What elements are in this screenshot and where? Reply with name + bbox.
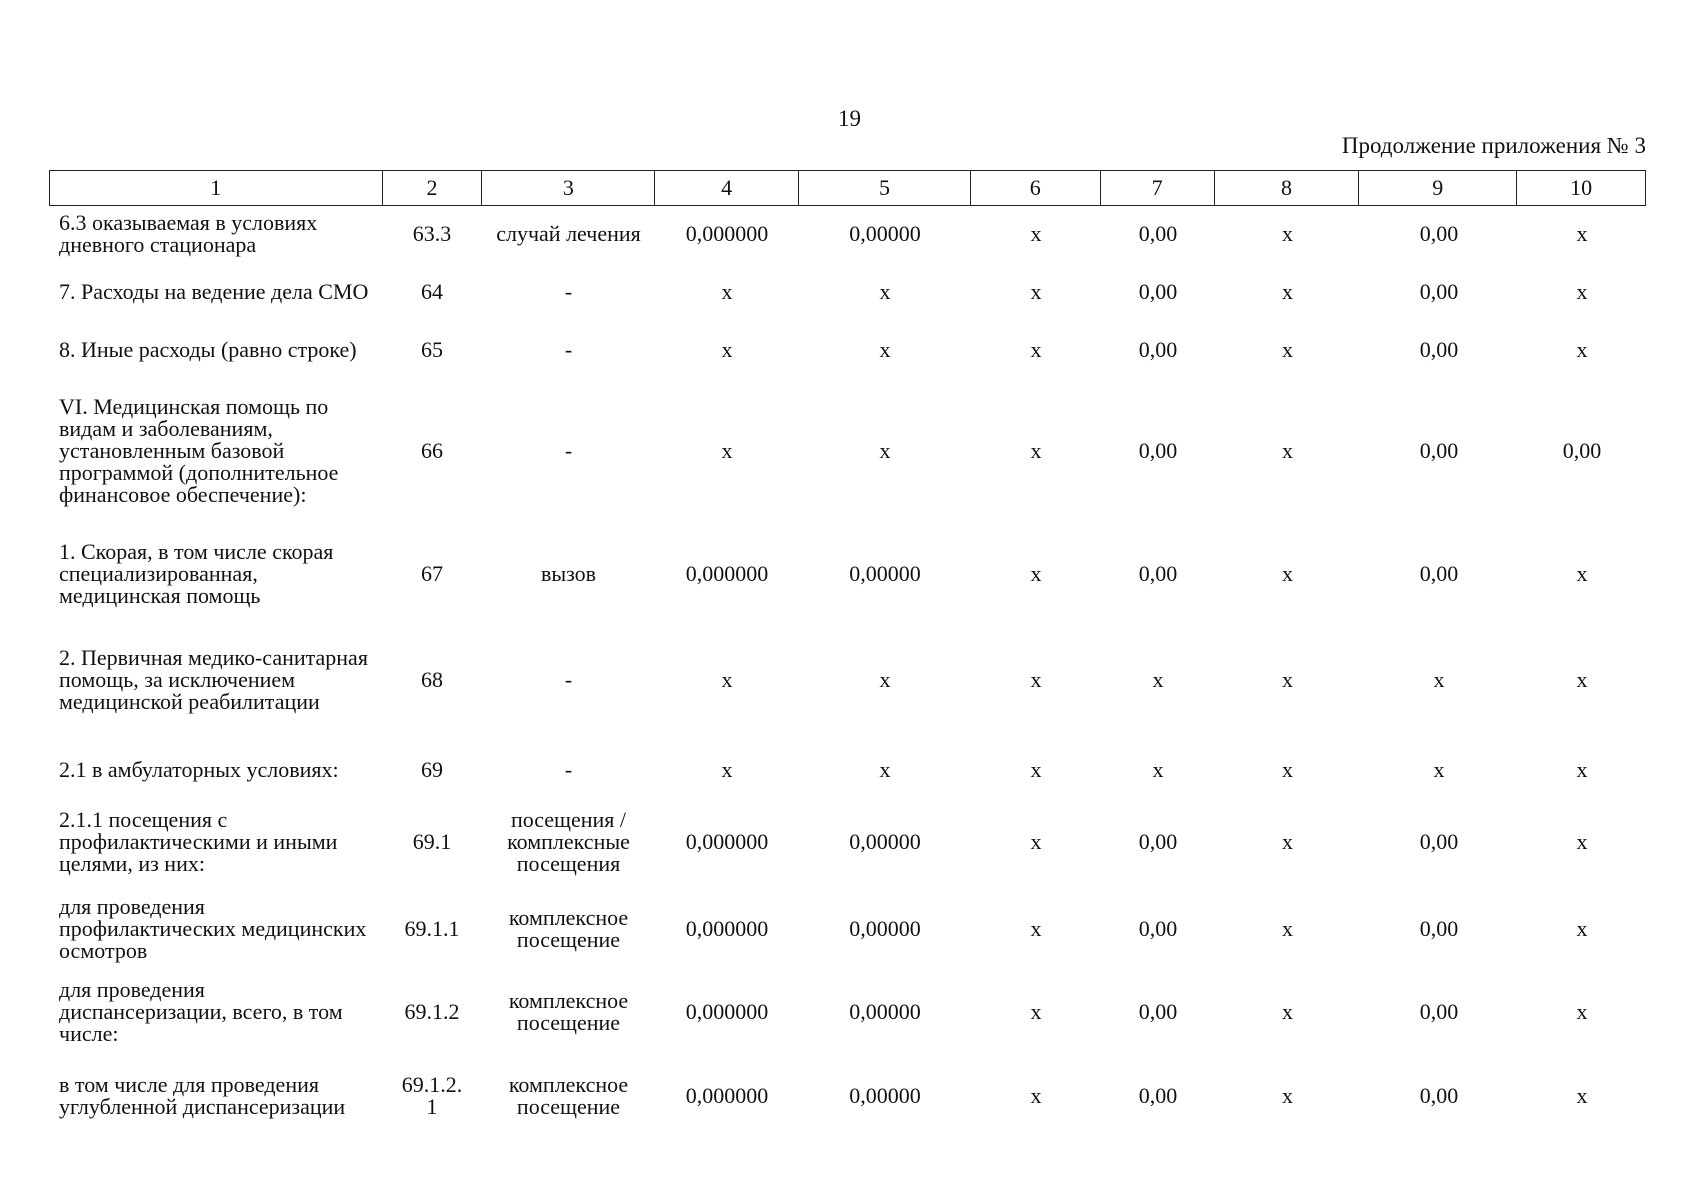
row-code-cell: 63.3 <box>412 221 452 246</box>
row-value-cell-5: 0,00000 <box>849 829 921 854</box>
row-value-cell-8: х <box>1282 916 1293 941</box>
row-name-cell: VI. Медицинская помощь по видам и заболеваниям, установленным базовой программой (дополнительное финансовое обеспечение): <box>59 394 339 507</box>
row-value-cell-5: х <box>879 279 891 304</box>
row-value-cell-6: х <box>1030 667 1042 692</box>
row-value-cell-5: х <box>879 757 891 782</box>
row-value-cell-9: 0,00 <box>1419 1083 1459 1108</box>
row-value-cell-7: 0,00 <box>1138 999 1178 1024</box>
table-row <box>49 206 1646 262</box>
row-name-cell: 2. Первичная медико-санитарная помощь, за исключением медицинской реабилитации <box>59 645 368 714</box>
row-value-cell-4: 0,000000 <box>685 999 769 1024</box>
row-value-cell-10: х <box>1576 829 1588 854</box>
row-code-cell: 67 <box>421 561 443 586</box>
row-unit-cell: посещения / комплексные посещения <box>507 807 630 876</box>
row-value-cell-10: 0,00 <box>1562 438 1602 463</box>
row-unit-cell: комплексное посещение <box>508 1072 629 1119</box>
row-value-cell-4: 0,000000 <box>685 916 769 941</box>
row-value-cell-4: х <box>721 667 733 692</box>
row-value-cell-7: х <box>1152 667 1164 692</box>
row-value-cell-10: х <box>1576 1083 1588 1108</box>
row-value-cell-7: 0,00 <box>1138 1083 1178 1108</box>
row-name-cell: 2.1.1 посещения с профилактическими и иными целями, из них: <box>59 807 338 876</box>
row-value-cell-9: 0,00 <box>1419 337 1459 362</box>
row-value-cell-9: 0,00 <box>1419 999 1459 1024</box>
table-row <box>49 534 1646 614</box>
row-value-cell-9: 0,00 <box>1419 279 1459 304</box>
row-unit-cell: случай лечения <box>496 221 641 246</box>
row-value-cell-5: х <box>879 438 891 463</box>
row-value-cell-9: 0,00 <box>1419 916 1459 941</box>
row-unit-cell: - <box>564 757 573 782</box>
row-value-cell-6: х <box>1030 829 1042 854</box>
row-value-cell-9: х <box>1433 667 1445 692</box>
row-value-cell-8: х <box>1282 438 1293 463</box>
row-code-cell: 69.1.2.1 <box>401 1072 463 1119</box>
row-name-cell: для проведения профилактических медицинских осмотров <box>59 894 367 963</box>
row-value-cell-10: х <box>1576 667 1588 692</box>
row-value-cell-5: х <box>879 667 891 692</box>
header-cell-3: 3 <box>482 171 655 205</box>
row-value-cell-10: х <box>1576 916 1588 941</box>
row-name-cell: для проведения диспансеризации, всего, в том числе: <box>59 977 343 1046</box>
row-value-cell-8: х <box>1282 667 1293 692</box>
header-cell-4: 4 <box>655 171 799 205</box>
row-value-cell-10: х <box>1576 221 1588 246</box>
row-value-cell-4: 0,000000 <box>685 221 769 246</box>
row-name-cell: в том числе для проведения углубленной диспансеризации <box>59 1072 346 1119</box>
row-code-cell: 69 <box>421 757 443 782</box>
row-value-cell-6: х <box>1030 757 1042 782</box>
row-name-cell: 7. Расходы на ведение дела СМО <box>59 279 369 304</box>
row-value-cell-8: х <box>1282 999 1293 1024</box>
row-value-cell-7: 0,00 <box>1138 561 1178 586</box>
table-row <box>49 744 1646 796</box>
row-value-cell-8: х <box>1282 829 1293 854</box>
row-value-cell-6: х <box>1030 999 1042 1024</box>
table-row <box>49 802 1646 882</box>
row-value-cell-5: 0,00000 <box>849 999 921 1024</box>
row-value-cell-8: х <box>1282 1083 1293 1108</box>
table-row <box>49 630 1646 730</box>
row-value-cell-6: х <box>1030 1083 1042 1108</box>
row-code-cell: 65 <box>421 337 443 362</box>
row-name-cell: 6.3 оказываемая в условиях дневного стационара <box>59 210 318 257</box>
row-code-cell: 69.1.1 <box>404 916 460 941</box>
row-unit-cell: комплексное посещение <box>508 905 629 952</box>
row-value-cell-5: 0,00000 <box>849 1083 921 1108</box>
row-unit-cell: - <box>564 337 573 362</box>
row-value-cell-5: 0,00000 <box>849 916 921 941</box>
row-value-cell-6: х <box>1030 279 1042 304</box>
row-value-cell-10: х <box>1576 999 1588 1024</box>
row-value-cell-7: 0,00 <box>1138 829 1178 854</box>
row-value-cell-6: х <box>1030 561 1042 586</box>
page-number: 19 <box>838 106 861 131</box>
row-value-cell-6: х <box>1030 916 1042 941</box>
table-row <box>49 264 1646 320</box>
row-value-cell-10: х <box>1576 757 1588 782</box>
row-value-cell-9: 0,00 <box>1419 438 1459 463</box>
header-cell-2: 2 <box>383 171 483 205</box>
table-row <box>49 384 1646 518</box>
table-row <box>49 322 1646 378</box>
row-code-cell: 69.1 <box>412 829 452 854</box>
header-cell-5: 5 <box>799 171 971 205</box>
row-value-cell-5: х <box>879 337 891 362</box>
header-cell-6: 6 <box>971 171 1101 205</box>
row-value-cell-4: 0,000000 <box>685 829 769 854</box>
table-row <box>49 890 1646 968</box>
row-value-cell-9: 0,00 <box>1419 561 1459 586</box>
row-value-cell-7: х <box>1152 757 1164 782</box>
row-value-cell-6: х <box>1030 337 1042 362</box>
continuation-label: Продолжение приложения № 3 <box>1341 133 1646 158</box>
row-value-cell-4: 0,000000 <box>685 1083 769 1108</box>
row-code-cell: 68 <box>421 667 443 692</box>
row-name-cell: 8. Иные расходы (равно строке) <box>59 337 357 362</box>
row-value-cell-4: х <box>721 438 733 463</box>
row-value-cell-10: х <box>1576 561 1588 586</box>
row-value-cell-9: 0,00 <box>1419 221 1459 246</box>
header-cell-9: 9 <box>1359 171 1517 205</box>
row-value-cell-7: 0,00 <box>1138 337 1178 362</box>
row-value-cell-10: х <box>1576 279 1588 304</box>
row-name-cell: 1. Скорая, в том числе скорая специализированная, медицинская помощь <box>59 539 334 608</box>
row-value-cell-4: х <box>721 279 733 304</box>
row-code-cell: 64 <box>421 279 443 304</box>
row-unit-cell: комплексное посещение <box>508 988 629 1035</box>
row-value-cell-6: х <box>1030 438 1042 463</box>
row-value-cell-8: х <box>1282 561 1293 586</box>
header-cell-8: 8 <box>1215 171 1360 205</box>
row-unit-cell: - <box>564 438 573 463</box>
row-value-cell-10: х <box>1576 337 1588 362</box>
row-value-cell-9: х <box>1433 757 1445 782</box>
row-value-cell-7: 0,00 <box>1138 279 1178 304</box>
row-unit-cell: - <box>564 667 573 692</box>
row-value-cell-7: 0,00 <box>1138 221 1178 246</box>
table-header <box>49 170 1646 206</box>
row-value-cell-4: 0,000000 <box>685 561 769 586</box>
row-value-cell-5: 0,00000 <box>849 221 921 246</box>
row-unit-cell: вызов <box>540 561 597 586</box>
row-value-cell-9: 0,00 <box>1419 829 1459 854</box>
header-cell-1: 1 <box>50 171 383 205</box>
row-value-cell-8: х <box>1282 221 1293 246</box>
row-value-cell-6: х <box>1030 221 1042 246</box>
row-code-cell: 66 <box>421 438 443 463</box>
header-cell-7: 7 <box>1101 171 1215 205</box>
row-value-cell-4: х <box>721 337 733 362</box>
row-value-cell-7: 0,00 <box>1138 438 1178 463</box>
row-name-cell: 2.1 в амбулаторных условиях: <box>59 757 339 782</box>
table-row <box>49 1060 1646 1132</box>
row-value-cell-8: х <box>1282 279 1293 304</box>
row-value-cell-7: 0,00 <box>1138 916 1178 941</box>
table-row <box>49 972 1646 1052</box>
row-value-cell-5: 0,00000 <box>849 561 921 586</box>
row-value-cell-8: х <box>1282 757 1293 782</box>
header-cell-10: 10 <box>1570 175 1593 200</box>
row-value-cell-8: х <box>1282 337 1293 362</box>
row-unit-cell: - <box>564 279 573 304</box>
row-value-cell-4: х <box>721 757 733 782</box>
row-code-cell: 69.1.2 <box>404 999 460 1024</box>
